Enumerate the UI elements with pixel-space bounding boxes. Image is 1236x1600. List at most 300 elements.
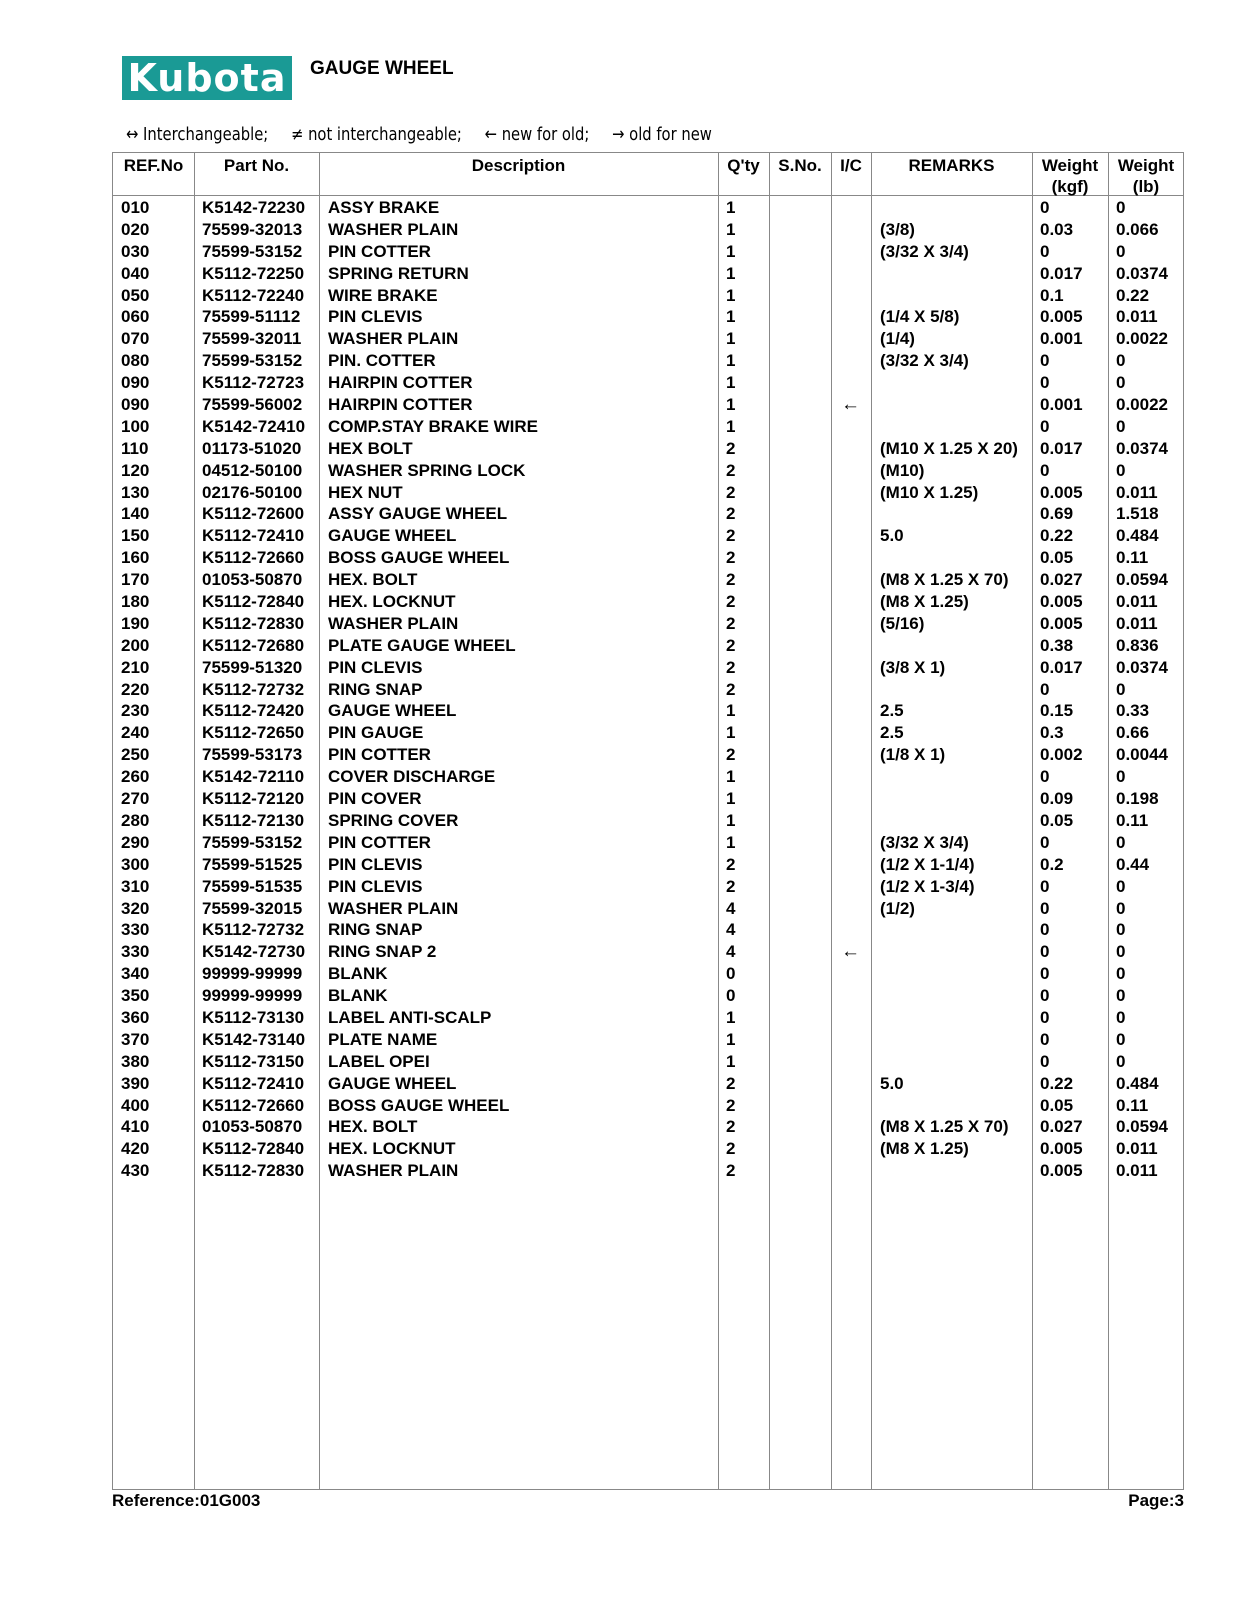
part-no-cell: K5112-72420: [202, 701, 305, 721]
table-row: [113, 788, 1183, 810]
table-row: [113, 372, 1183, 394]
ref-cell: 290: [121, 832, 150, 852]
weight-kgf-cell: 0: [1040, 964, 1050, 984]
weight-kgf-cell: 0: [1040, 351, 1050, 371]
qty-cell: 1: [726, 723, 736, 743]
ref-cell: 190: [121, 613, 150, 633]
qty-cell: 2: [726, 613, 736, 633]
description-cell: HAIRPIN COTTER: [328, 373, 473, 393]
description-cell: PLATE GAUGE WHEEL: [328, 635, 516, 655]
table-row: [113, 679, 1183, 701]
weight-lb-cell: 0.484: [1116, 526, 1159, 546]
part-no-cell: 04512-50100: [202, 460, 303, 480]
ref-cell: 320: [121, 898, 150, 918]
qty-cell: 2: [726, 657, 736, 677]
qty-cell: 2: [726, 1117, 736, 1137]
qty-cell: 1: [726, 351, 736, 371]
remarks-cell: (M8 X 1.25): [880, 592, 969, 612]
table-row: [113, 766, 1183, 788]
part-no-cell: K5142-72110: [202, 767, 305, 787]
table-row: [113, 657, 1183, 679]
table-row: [113, 525, 1183, 547]
description-cell: WASHER PLAIN: [328, 1161, 459, 1181]
table-row: [113, 898, 1183, 920]
weight-lb-cell: 0.011: [1116, 613, 1158, 633]
qty-cell: 2: [726, 876, 736, 896]
ref-cell: 350: [121, 986, 150, 1006]
ref-cell: 130: [121, 482, 150, 502]
weight-kgf-cell: 0.017: [1040, 263, 1083, 283]
qty-cell: 0: [726, 964, 736, 984]
weight-kgf-cell: 0.005: [1040, 307, 1083, 327]
table-row: [113, 919, 1183, 941]
remarks-cell: (3/32 X 3/4): [880, 241, 969, 261]
table-row: [113, 722, 1183, 744]
weight-kgf-cell: 0: [1040, 373, 1050, 393]
description-cell: PIN CLEVIS: [328, 876, 423, 896]
description-cell: HEX BOLT: [328, 438, 413, 458]
qty-cell: 1: [726, 329, 736, 349]
weight-kgf-cell: 0: [1040, 920, 1050, 940]
weight-lb-cell: 0: [1116, 1051, 1126, 1071]
weight-kgf-cell: 0.69: [1040, 504, 1074, 524]
ref-cell: 250: [121, 745, 150, 765]
weight-kgf-cell: 0: [1040, 241, 1050, 261]
weight-kgf-cell: 0.005: [1040, 1139, 1083, 1159]
ref-cell: 360: [121, 1007, 150, 1027]
legend-not-interchangeable: ≠ not interchangeable;: [291, 124, 462, 145]
ref-cell: 200: [121, 635, 150, 655]
ref-cell: 280: [121, 810, 150, 830]
part-no-cell: 01053-50870: [202, 1117, 303, 1137]
weight-lb-cell: 1.518: [1116, 504, 1159, 524]
qty-cell: 2: [726, 548, 736, 568]
part-no-cell: K5112-73130: [202, 1007, 305, 1027]
header-ref: REF.No: [123, 156, 184, 175]
weight-kgf-cell: 0: [1040, 1029, 1050, 1049]
weight-kgf-cell: 0.38: [1040, 635, 1074, 655]
description-cell: PIN COTTER: [328, 745, 431, 765]
qty-cell: 2: [726, 460, 736, 480]
qty-cell: 1: [726, 285, 736, 305]
weight-kgf-cell: 0: [1040, 767, 1050, 787]
part-no-cell: 75599-51112: [202, 307, 301, 327]
table-row: [113, 394, 1183, 416]
table-row: [113, 635, 1183, 657]
description-cell: PIN COVER: [328, 789, 422, 809]
weight-kgf-cell: 0.027: [1040, 570, 1083, 590]
part-no-cell: 75599-51525: [202, 854, 303, 874]
remarks-cell: (3/8): [880, 219, 915, 239]
qty-cell: 1: [726, 810, 736, 830]
part-no-cell: K5142-72230: [202, 198, 306, 217]
part-no-cell: K5142-72410: [202, 416, 306, 436]
weight-kgf-cell: 0.3: [1040, 723, 1064, 743]
header-remarks: REMARKS: [908, 156, 995, 175]
ref-cell: 090: [121, 395, 150, 415]
table-row: [113, 985, 1183, 1007]
remarks-cell: (M8 X 1.25): [880, 1139, 969, 1159]
header-weight-label: Weight: [1117, 156, 1175, 175]
page-number: Page:3: [1128, 1491, 1184, 1510]
ref-cell: 420: [121, 1139, 150, 1159]
weight-lb-cell: 0: [1116, 832, 1126, 852]
description-cell: PIN COTTER: [328, 241, 431, 261]
weight-lb-cell: 0.66: [1116, 723, 1150, 743]
description-cell: ASSY BRAKE: [328, 198, 440, 217]
remarks-cell: (1/8 X 1): [880, 745, 946, 765]
ref-cell: 160: [121, 548, 150, 568]
part-no-cell: K5112-72660: [202, 1095, 305, 1115]
part-no-cell: 75599-51535: [202, 876, 303, 896]
ref-cell: 110: [121, 438, 149, 458]
qty-cell: 2: [726, 570, 736, 590]
qty-cell: 2: [726, 482, 736, 502]
table-row: [113, 613, 1183, 635]
qty-cell: 1: [726, 373, 736, 393]
qty-cell: 1: [726, 789, 736, 809]
table-row: [113, 197, 1183, 219]
weight-lb-cell: 0.198: [1116, 789, 1159, 809]
table-row: [113, 416, 1183, 438]
weight-lb-cell: 0.0594: [1116, 570, 1168, 590]
table-row: [113, 1160, 1183, 1182]
part-no-cell: 75599-53173: [202, 745, 303, 765]
qty-cell: 1: [726, 307, 736, 327]
weight-lb-cell: 0: [1116, 460, 1126, 480]
qty-cell: 0: [726, 986, 736, 1006]
weight-kgf-cell: 0.027: [1040, 1117, 1083, 1137]
weight-lb-cell: 0: [1116, 964, 1126, 984]
weight-lb-cell: 0.011: [1116, 592, 1158, 612]
header-weight-label: Weight: [1041, 156, 1099, 175]
weight-lb-cell: 0: [1116, 373, 1126, 393]
description-cell: HEX. LOCKNUT: [328, 592, 456, 612]
weight-lb-cell: 0.011: [1116, 482, 1158, 502]
part-no-cell: 75599-32015: [202, 898, 303, 918]
weight-kgf-cell: 0: [1040, 679, 1050, 699]
remarks-cell: (1/2 X 1-1/4): [880, 854, 975, 874]
part-no-cell: 75599-56002: [202, 395, 303, 415]
ref-cell: 300: [121, 854, 150, 874]
part-no-cell: K5112-72830: [202, 1161, 305, 1181]
qty-cell: 1: [726, 767, 736, 787]
weight-lb-cell: 0: [1116, 942, 1126, 962]
table-row: [113, 263, 1183, 285]
ref-cell: 080: [121, 351, 150, 371]
ref-cell: 040: [121, 263, 150, 283]
ref-cell: 240: [121, 723, 150, 743]
part-no-cell: K5112-72600: [202, 504, 305, 524]
qty-cell: 4: [726, 942, 736, 962]
weight-kgf-cell: 0: [1040, 832, 1050, 852]
table-row: [113, 832, 1183, 854]
page-title: GAUGE WHEEL: [310, 58, 454, 79]
ref-cell: 180: [121, 592, 150, 612]
weight-lb-cell: 0.0374: [1116, 657, 1168, 677]
table-row: [113, 241, 1183, 263]
weight-lb-cell: 0: [1116, 986, 1126, 1006]
part-no-cell: K5112-72120: [202, 789, 305, 809]
table-row: [113, 1051, 1183, 1073]
remarks-cell: 2.5: [880, 723, 904, 743]
qty-cell: 1: [726, 395, 736, 415]
header-unit-lb: (lb): [1132, 177, 1160, 196]
description-cell: RING SNAP: [328, 679, 423, 699]
part-no-cell: K5112-72840: [202, 592, 305, 612]
ref-cell: 210: [121, 657, 150, 677]
ref-cell: 100: [121, 416, 150, 436]
remarks-cell: (M10 X 1.25): [880, 482, 979, 502]
qty-cell: 2: [726, 679, 736, 699]
reference-number: Reference:01G003: [112, 1491, 261, 1510]
weight-kgf-cell: 0: [1040, 460, 1050, 480]
part-no-cell: K5142-72730: [202, 942, 306, 962]
ref-cell: 410: [121, 1117, 150, 1137]
weight-kgf-cell: 0.1: [1040, 285, 1064, 305]
table-row: [113, 350, 1183, 372]
part-no-cell: K5112-72830: [202, 613, 305, 633]
part-no-cell: 02176-50100: [202, 482, 303, 502]
weight-kgf-cell: 0.05: [1040, 548, 1074, 568]
qty-cell: 2: [726, 1095, 736, 1115]
weight-kgf-cell: 0: [1040, 898, 1050, 918]
weight-lb-cell: 0: [1116, 679, 1126, 699]
ref-cell: 090: [121, 373, 150, 393]
header-description: Description: [471, 156, 566, 175]
weight-lb-cell: 0: [1116, 241, 1126, 261]
table-row: [113, 963, 1183, 985]
weight-kgf-cell: 0.001: [1040, 395, 1083, 415]
part-no-cell: 99999-99999: [202, 964, 303, 984]
part-no-cell: K5112-72250: [202, 263, 305, 283]
ref-cell: 020: [121, 219, 150, 239]
table-row: [113, 1007, 1183, 1029]
description-cell: WIRE BRAKE: [328, 285, 438, 305]
remarks-cell: (1/4 X 5/8): [880, 307, 960, 327]
weight-kgf-cell: 0.017: [1040, 657, 1083, 677]
ref-cell: 400: [121, 1095, 150, 1115]
weight-kgf-cell: 0.05: [1040, 1095, 1074, 1115]
ref-cell: 010: [121, 198, 150, 217]
qty-cell: 1: [726, 1007, 736, 1027]
weight-kgf-cell: 0.15: [1040, 701, 1074, 721]
legend-interchangeable: ↔ Interchangeable;: [126, 124, 269, 145]
part-no-cell: K5112-72410: [202, 526, 305, 546]
header-unit-kgf: (kgf): [1051, 177, 1089, 196]
remarks-cell: (1/4): [880, 329, 915, 349]
weight-kgf-cell: 0.09: [1040, 789, 1074, 809]
ref-cell: 230: [121, 701, 150, 721]
header-weight-kgf: [1032, 155, 1108, 197]
remarks-cell: (3/32 X 3/4): [880, 832, 969, 852]
table-row: [113, 854, 1183, 876]
weight-lb-cell: 0: [1116, 1007, 1126, 1027]
part-no-cell: K5112-72732: [202, 679, 305, 699]
part-no-cell: K5112-72723: [202, 373, 305, 393]
weight-kgf-cell: 0.002: [1040, 745, 1083, 765]
qty-cell: 2: [726, 1161, 736, 1181]
weight-lb-cell: 0.0374: [1116, 263, 1168, 283]
table-row: [113, 941, 1183, 963]
weight-kgf-cell: 0: [1040, 876, 1050, 896]
description-cell: HEX. BOLT: [328, 570, 418, 590]
qty-cell: 2: [726, 745, 736, 765]
weight-lb-cell: 0.44: [1116, 854, 1150, 874]
ref-cell: 170: [121, 570, 150, 590]
weight-lb-cell: 0.011: [1116, 1139, 1158, 1159]
description-cell: HEX. BOLT: [328, 1117, 418, 1137]
ref-cell: 120: [121, 460, 150, 480]
weight-lb-cell: 0: [1116, 898, 1126, 918]
qty-cell: 1: [726, 1051, 736, 1071]
ref-cell: 140: [121, 504, 150, 524]
part-no-cell: K5112-72680: [202, 635, 305, 655]
weight-lb-cell: 0.836: [1116, 635, 1159, 655]
weight-kgf-cell: 0.05: [1040, 810, 1074, 830]
part-no-cell: 75599-51320: [202, 657, 303, 677]
header-qty: Q'ty: [727, 156, 760, 175]
table-row: [113, 306, 1183, 328]
description-cell: WASHER PLAIN: [328, 219, 459, 239]
qty-cell: 1: [726, 416, 736, 436]
ref-cell: 380: [121, 1051, 150, 1071]
header-weight-lb: [1108, 155, 1184, 197]
weight-lb-cell: 0: [1116, 198, 1126, 217]
remarks-cell: 5.0: [880, 1073, 904, 1093]
weight-kgf-cell: 0: [1040, 942, 1050, 962]
weight-lb-cell: 0.011: [1116, 1161, 1158, 1181]
remarks-cell: 2.5: [880, 701, 904, 721]
weight-lb-cell: 0.22: [1116, 285, 1150, 305]
remarks-cell: (3/8 X 1): [880, 657, 946, 677]
weight-kgf-cell: 0.001: [1040, 329, 1083, 349]
weight-lb-cell: 0: [1116, 920, 1126, 940]
ref-cell: 270: [121, 789, 150, 809]
description-cell: HEX. LOCKNUT: [328, 1139, 456, 1159]
description-cell: ASSY GAUGE WHEEL: [328, 504, 508, 524]
ref-cell: 370: [121, 1029, 150, 1049]
weight-kgf-cell: 0.03: [1040, 219, 1074, 239]
remarks-cell: (3/32 X 3/4): [880, 351, 969, 371]
description-cell: WASHER PLAIN: [328, 898, 459, 918]
description-cell: WASHER SPRING LOCK: [328, 460, 526, 480]
part-no-cell: K5112-72410: [202, 1073, 305, 1093]
table-row: [113, 503, 1183, 525]
weight-lb-cell: 0.0594: [1116, 1117, 1168, 1137]
ref-cell: 260: [121, 767, 150, 787]
description-cell: LABEL ANTI-SCALP: [328, 1007, 492, 1027]
weight-kgf-cell: 0.005: [1040, 592, 1083, 612]
table-row: [113, 460, 1183, 482]
header-divider: [113, 195, 1183, 196]
ic-cell: ←: [841, 394, 860, 416]
table-row: [113, 1116, 1183, 1138]
part-no-cell: 01173-51020: [202, 438, 302, 458]
qty-cell: 1: [726, 832, 736, 852]
legend-new-for-old: ← new for old;: [484, 124, 590, 145]
ref-cell: 430: [121, 1161, 150, 1181]
table-row: [113, 482, 1183, 504]
weight-lb-cell: 0.0044: [1116, 745, 1168, 765]
table-row: [113, 1029, 1183, 1051]
description-cell: PIN CLEVIS: [328, 854, 423, 874]
weight-kgf-cell: 0.005: [1040, 482, 1083, 502]
header-ic: I/C: [840, 156, 862, 175]
description-cell: PIN GAUGE: [328, 723, 424, 743]
part-no-cell: K5112-73150: [202, 1051, 305, 1071]
ic-cell: ←: [841, 941, 860, 963]
description-cell: GAUGE WHEEL: [328, 1073, 457, 1093]
remarks-cell: (M8 X 1.25 X 70): [880, 1117, 1009, 1137]
weight-kgf-cell: 0: [1040, 416, 1050, 436]
remarks-cell: (1/2): [880, 898, 915, 918]
remarks-cell: (1/2 X 1-3/4): [880, 876, 975, 896]
part-no-cell: 75599-32011: [202, 329, 302, 349]
qty-cell: 1: [726, 1029, 736, 1049]
description-cell: HEX NUT: [328, 482, 403, 502]
qty-cell: 1: [726, 263, 736, 283]
description-cell: BOSS GAUGE WHEEL: [328, 548, 510, 568]
weight-lb-cell: 0.0022: [1116, 329, 1168, 349]
legend-old-for-new: → old for new: [612, 124, 712, 145]
remarks-cell: (M8 X 1.25 X 70): [880, 570, 1009, 590]
part-no-cell: 75599-32013: [202, 219, 303, 239]
description-cell: COVER DISCHARGE: [328, 767, 496, 787]
table-row: [113, 285, 1183, 307]
description-cell: PIN COTTER: [328, 832, 431, 852]
weight-lb-cell: 0: [1116, 767, 1126, 787]
description-cell: GAUGE WHEEL: [328, 526, 457, 546]
weight-kgf-cell: 0.017: [1040, 438, 1083, 458]
qty-cell: 4: [726, 898, 736, 918]
weight-lb-cell: 0.0374: [1116, 438, 1168, 458]
ref-cell: 340: [121, 964, 150, 984]
weight-kgf-cell: 0.22: [1040, 526, 1074, 546]
remarks-cell: (5/16): [880, 613, 925, 633]
description-cell: SPRING COVER: [328, 810, 459, 830]
weight-lb-cell: 0.11: [1116, 810, 1149, 830]
qty-cell: 1: [726, 198, 736, 217]
part-no-cell: K5142-73140: [202, 1029, 306, 1049]
ref-cell: 330: [121, 942, 150, 962]
qty-cell: 2: [726, 854, 736, 874]
part-no-cell: K5112-72240: [202, 285, 305, 305]
description-cell: BLANK: [328, 986, 388, 1006]
weight-kgf-cell: 0.005: [1040, 613, 1083, 633]
parts-table: [112, 152, 1184, 1490]
qty-cell: 2: [726, 635, 736, 655]
part-no-cell: 75599-53152: [202, 832, 303, 852]
qty-cell: 2: [726, 1139, 736, 1159]
part-no-cell: 01053-50870: [202, 570, 303, 590]
part-no-cell: K5112-72660: [202, 548, 305, 568]
remarks-cell: 5.0: [880, 526, 904, 546]
table-row: [113, 1138, 1183, 1160]
table-row: [113, 1073, 1183, 1095]
description-cell: PIN CLEVIS: [328, 657, 423, 677]
part-no-cell: 99999-99999: [202, 986, 303, 1006]
ref-cell: 050: [121, 285, 150, 305]
qty-cell: 2: [726, 526, 736, 546]
header-part-no: Part No.: [223, 156, 290, 175]
description-cell: PIN CLEVIS: [328, 307, 423, 327]
qty-cell: 2: [726, 592, 736, 612]
kubota-logo: Kubota: [122, 56, 292, 100]
table-row: [113, 1095, 1183, 1117]
weight-kgf-cell: 0.2: [1040, 854, 1064, 874]
table-row: [113, 219, 1183, 241]
